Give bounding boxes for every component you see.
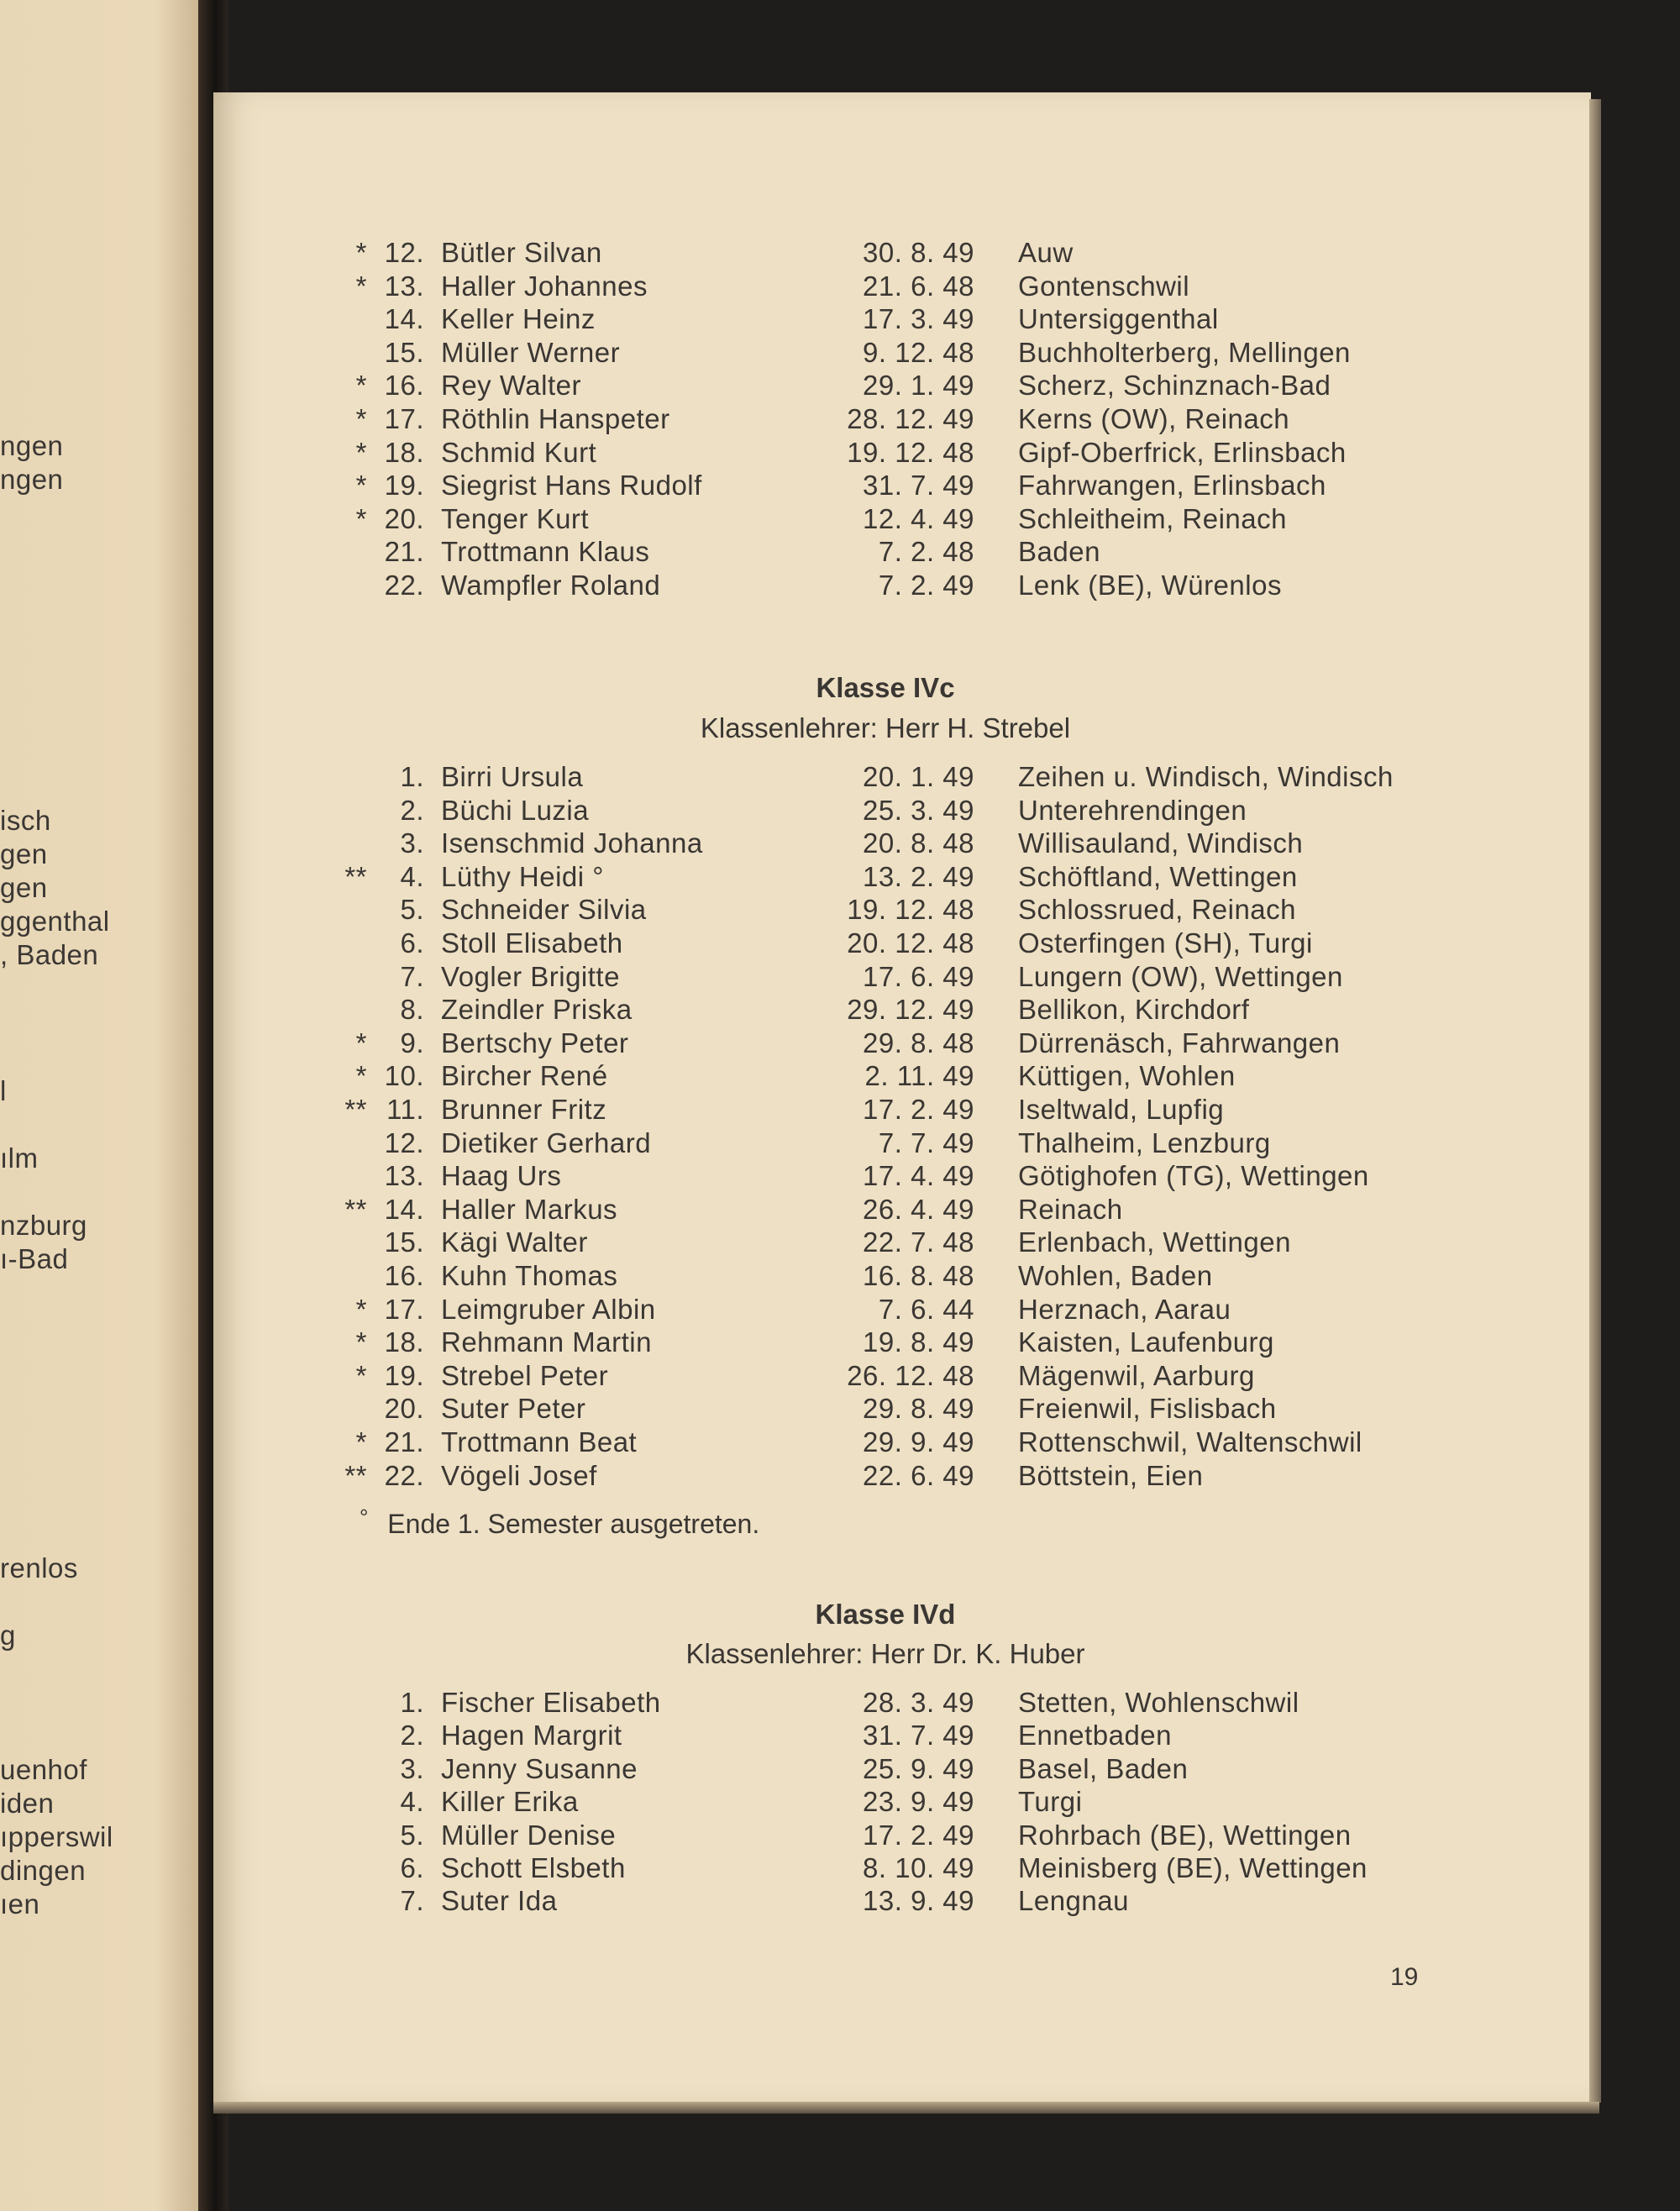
- student-name: Haller Markus: [441, 1193, 618, 1225]
- row-number: 21.: [384, 1426, 424, 1457]
- row-mark: *: [355, 270, 367, 302]
- row-number: 3.: [400, 827, 424, 859]
- student-name: Schneider Silvia: [441, 894, 647, 926]
- row-number: 22.: [384, 570, 424, 601]
- row-number: 15.: [384, 336, 424, 368]
- place-of-origin: Küttigen, Wohlen: [1018, 1060, 1236, 1092]
- left-page-fragment: isch: [0, 805, 51, 836]
- student-name: Schott Elsbeth: [441, 1852, 626, 1883]
- row-number: 7.: [400, 1885, 424, 1917]
- class-teacher-ivc: Klassenlehrer: Herr H. Strebel: [700, 712, 1071, 743]
- left-page-fragment: ı-Bad: [0, 1243, 69, 1274]
- row-number: 18.: [384, 1326, 424, 1358]
- row-mark: **: [344, 1094, 367, 1125]
- student-name: Jenny Susanne: [441, 1752, 638, 1784]
- row-number: 12.: [384, 1127, 424, 1158]
- student-name: Wampfler Roland: [441, 570, 661, 601]
- place-of-origin: Reinach: [1018, 1193, 1123, 1225]
- left-page-fragment: ggenthal: [0, 906, 110, 937]
- student-name: Vogler Brigitte: [441, 960, 620, 992]
- student-name: Hagen Margrit: [441, 1720, 622, 1751]
- row-number: 5.: [400, 1819, 424, 1851]
- row-number: 10.: [384, 1060, 424, 1092]
- row-number: 19.: [384, 1359, 424, 1391]
- class-heading-ivc: Klasse IVc: [816, 672, 955, 703]
- birth-date: 31. 7. 49: [863, 470, 974, 502]
- place-of-origin: Basel, Baden: [1018, 1752, 1189, 1784]
- birth-date: 7. 7. 49: [878, 1127, 974, 1158]
- place-of-origin: Gipf-Oberfrick, Erlinsbach: [1018, 436, 1347, 468]
- place-of-origin: Scherz, Schinznach-Bad: [1018, 370, 1331, 402]
- place-of-origin: Rottenschwil, Waltenschwil: [1018, 1426, 1362, 1457]
- place-of-origin: Lengnau: [1018, 1885, 1129, 1917]
- student-name: Isenschmid Johanna: [441, 827, 703, 859]
- row-mark: *: [355, 1027, 367, 1058]
- birth-date: 22. 7. 48: [863, 1226, 974, 1258]
- birth-date: 31. 7. 49: [863, 1720, 974, 1751]
- birth-date: 29. 1. 49: [863, 370, 974, 402]
- birth-date: 7. 2. 48: [878, 536, 974, 568]
- student-name: Bütler Silvan: [441, 237, 602, 268]
- place-of-origin: Lenk (BE), Würenlos: [1018, 570, 1282, 601]
- row-number: 3.: [400, 1752, 424, 1784]
- left-page-fragment: nzburg: [0, 1210, 87, 1241]
- birth-date: 17. 2. 49: [863, 1094, 974, 1125]
- birth-date: 13. 9. 49: [863, 1885, 974, 1917]
- birth-date: 25. 9. 49: [863, 1752, 974, 1784]
- birth-date: 29. 8. 48: [863, 1027, 974, 1058]
- student-name: Haag Urs: [441, 1160, 562, 1192]
- birth-date: 13. 2. 49: [863, 860, 974, 892]
- place-of-origin: Rohrbach (BE), Wettingen: [1018, 1819, 1352, 1851]
- row-mark: *: [355, 1060, 367, 1092]
- place-of-origin: Herznach, Aarau: [1018, 1293, 1231, 1325]
- student-name: Kägi Walter: [441, 1226, 588, 1258]
- student-name: Röthlin Hanspeter: [441, 403, 670, 434]
- left-page-fragment: dingen: [0, 1855, 87, 1886]
- row-number: 16.: [384, 1260, 424, 1291]
- place-of-origin: Stetten, Wohlenschwil: [1018, 1687, 1299, 1718]
- row-number: 17.: [384, 403, 424, 434]
- left-page-fragment: ıpperswil: [0, 1821, 113, 1852]
- student-name: Trottmann Klaus: [441, 536, 650, 568]
- student-name: Suter Peter: [441, 1393, 586, 1425]
- place-of-origin: Freienwil, Fislisbach: [1018, 1393, 1277, 1425]
- birth-date: 22. 6. 49: [863, 1459, 974, 1491]
- row-number: 9.: [400, 1027, 424, 1058]
- row-mark: *: [355, 502, 367, 534]
- row-mark: *: [355, 237, 367, 268]
- left-page-fragment: ılm: [0, 1142, 39, 1174]
- place-of-origin: Auw: [1018, 237, 1074, 268]
- place-of-origin: Götighofen (TG), Wettingen: [1018, 1160, 1369, 1192]
- student-name: Siegrist Hans Rudolf: [441, 470, 702, 502]
- student-name: Schmid Kurt: [441, 436, 597, 468]
- row-number: 2.: [400, 794, 424, 826]
- place-of-origin: Untersiggenthal: [1018, 303, 1219, 335]
- row-number: 1.: [400, 761, 424, 792]
- row-mark: *: [355, 1426, 367, 1457]
- birth-date: 20. 12. 48: [847, 927, 974, 958]
- row-mark: **: [344, 1459, 367, 1491]
- row-number: 8.: [400, 994, 424, 1026]
- row-number: 11.: [386, 1094, 424, 1125]
- place-of-origin: Zeihen u. Windisch, Windisch: [1018, 761, 1394, 792]
- student-name: Müller Werner: [441, 336, 621, 368]
- row-number: 2.: [400, 1720, 424, 1751]
- birth-date: 8. 10. 49: [863, 1852, 974, 1883]
- row-number: 16.: [384, 370, 424, 402]
- place-of-origin: Mägenwil, Aarburg: [1018, 1359, 1255, 1391]
- student-name: Müller Denise: [441, 1819, 617, 1851]
- student-name: Keller Heinz: [441, 303, 596, 335]
- row-number: 13.: [384, 1160, 424, 1192]
- student-name: Suter Ida: [441, 1885, 558, 1917]
- student-name: Bertschy Peter: [441, 1027, 629, 1058]
- birth-date: 17. 2. 49: [863, 1819, 974, 1851]
- student-name: Leimgruber Albin: [441, 1293, 656, 1325]
- row-number: 17.: [384, 1293, 424, 1325]
- student-name: Stoll Elisabeth: [441, 927, 623, 958]
- place-of-origin: Turgi: [1018, 1786, 1083, 1818]
- place-of-origin: Fahrwangen, Erlinsbach: [1018, 470, 1326, 502]
- row-number: 14.: [384, 1193, 424, 1225]
- student-name: Haller Johannes: [441, 270, 648, 302]
- birth-date: 17. 6. 49: [863, 960, 974, 992]
- birth-date: 29. 12. 49: [847, 994, 974, 1026]
- place-of-origin: Willisauland, Windisch: [1018, 827, 1304, 859]
- place-of-origin: Buchholterberg, Mellingen: [1018, 336, 1351, 368]
- student-name: Büchi Luzia: [441, 794, 590, 826]
- page-number: 19: [1390, 1963, 1419, 1991]
- place-of-origin: Unterehrendingen: [1018, 794, 1247, 826]
- row-number: 6.: [400, 1852, 424, 1883]
- row-number: 6.: [400, 927, 424, 958]
- birth-date: 7. 6. 44: [878, 1293, 974, 1325]
- place-of-origin: Schlossrued, Reinach: [1018, 894, 1297, 926]
- left-page-fragment: uenhof: [0, 1754, 87, 1785]
- row-number: 20.: [384, 502, 424, 534]
- place-of-origin: Lungern (OW), Wettingen: [1018, 960, 1343, 992]
- birth-date: 19. 12. 48: [847, 894, 974, 926]
- row-mark: *: [355, 1293, 367, 1325]
- place-of-origin: Osterfingen (SH), Turgi: [1018, 927, 1313, 958]
- birth-date: 23. 9. 49: [863, 1786, 974, 1818]
- row-number: 14.: [384, 303, 424, 335]
- row-number: 13.: [384, 270, 424, 302]
- student-name: Tenger Kurt: [441, 502, 590, 534]
- place-of-origin: Meinisberg (BE), Wettingen: [1018, 1852, 1368, 1883]
- row-mark: *: [355, 370, 367, 402]
- row-number: 19.: [384, 470, 424, 502]
- birth-date: 17. 3. 49: [863, 303, 974, 335]
- birth-date: 25. 3. 49: [863, 794, 974, 826]
- birth-date: 2. 11. 49: [864, 1060, 974, 1092]
- birth-date: 28. 12. 49: [847, 403, 974, 434]
- row-mark: *: [355, 1326, 367, 1358]
- student-name: Trottmann Beat: [441, 1426, 638, 1457]
- place-of-origin: Baden: [1018, 536, 1100, 568]
- student-name: Fischer Elisabeth: [441, 1687, 661, 1718]
- left-page-fragment: gen: [0, 872, 48, 903]
- row-number: 1.: [400, 1687, 424, 1718]
- page-stack-edge: [213, 2102, 1599, 2114]
- student-name: Kuhn Thomas: [441, 1260, 618, 1291]
- place-of-origin: Bellikon, Kirchdorf: [1018, 994, 1250, 1026]
- place-of-origin: Thalheim, Lenzburg: [1018, 1127, 1271, 1158]
- left-page-fragment: renlos: [0, 1552, 78, 1583]
- birth-date: 16. 8. 48: [863, 1260, 974, 1291]
- row-mark: **: [344, 1193, 367, 1225]
- student-name: Lüthy Heidi °: [441, 860, 604, 892]
- birth-date: 26. 12. 48: [847, 1359, 974, 1391]
- student-name: Rey Walter: [441, 370, 581, 402]
- birth-date: 19. 8. 49: [863, 1326, 974, 1358]
- place-of-origin: Schleitheim, Reinach: [1018, 502, 1287, 534]
- birth-date: 7. 2. 49: [878, 570, 974, 601]
- class-heading-ivd: Klasse IVd: [815, 1599, 956, 1630]
- student-name: Strebel Peter: [441, 1359, 609, 1391]
- birth-date: 20. 8. 48: [863, 827, 974, 859]
- left-page-fragment: gen: [0, 838, 48, 869]
- row-mark: *: [355, 403, 367, 434]
- row-number: 20.: [384, 1393, 424, 1425]
- birth-date: 9. 12. 48: [863, 336, 974, 368]
- birth-date: 19. 12. 48: [847, 436, 974, 468]
- place-of-origin: Ennetbaden: [1018, 1720, 1173, 1751]
- left-page-fragment: l: [0, 1075, 7, 1106]
- left-page-fragment: ıen: [0, 1888, 40, 1920]
- place-of-origin: Iseltwald, Lupfig: [1018, 1094, 1225, 1125]
- birth-date: 12. 4. 49: [863, 502, 974, 534]
- footnote-text: Ende 1. Semester ausgetreten.: [387, 1509, 760, 1539]
- page-edge: [1589, 99, 1601, 2103]
- row-mark: *: [355, 436, 367, 468]
- row-number: 5.: [400, 894, 424, 926]
- row-mark: *: [355, 1359, 367, 1391]
- birth-date: 17. 4. 49: [863, 1160, 974, 1192]
- class-teacher-ivd: Klassenlehrer: Herr Dr. K. Huber: [685, 1638, 1085, 1669]
- row-mark: **: [344, 860, 367, 892]
- birth-date: 26. 4. 49: [863, 1193, 974, 1225]
- left-page-fragment: ngen: [0, 430, 64, 461]
- birth-date: 28. 3. 49: [863, 1687, 974, 1718]
- student-name: Killer Erika: [441, 1786, 579, 1818]
- student-name: Dietiker Gerhard: [441, 1127, 652, 1158]
- place-of-origin: Dürrenäsch, Fahrwangen: [1018, 1027, 1341, 1058]
- row-number: 21.: [384, 536, 424, 568]
- row-number: 22.: [384, 1459, 424, 1491]
- birth-date: 21. 6. 48: [863, 270, 974, 302]
- student-name: Birri Ursula: [441, 761, 584, 792]
- left-page-fragment: g: [0, 1620, 16, 1651]
- row-mark: *: [355, 470, 367, 502]
- student-name: Zeindler Priska: [441, 994, 633, 1026]
- place-of-origin: Wohlen, Baden: [1018, 1260, 1213, 1291]
- birth-date: 30. 8. 49: [863, 237, 974, 268]
- student-name: Bircher René: [441, 1060, 608, 1092]
- left-page: [0, 0, 220, 2211]
- left-page-fragment: , Baden: [0, 939, 99, 970]
- row-number: 4.: [400, 860, 424, 892]
- row-number: 12.: [384, 237, 424, 268]
- row-number: 18.: [384, 436, 424, 468]
- place-of-origin: Kaisten, Laufenburg: [1018, 1326, 1274, 1358]
- student-name: Vögeli Josef: [441, 1459, 597, 1491]
- birth-date: 29. 9. 49: [863, 1426, 974, 1457]
- place-of-origin: Kerns (OW), Reinach: [1018, 403, 1290, 434]
- footnote: [360, 1505, 760, 1540]
- place-of-origin: Erlenbach, Wettingen: [1018, 1226, 1291, 1258]
- place-of-origin: Schöftland, Wettingen: [1018, 860, 1298, 892]
- row-number: 4.: [400, 1786, 424, 1818]
- student-name: Brunner Fritz: [441, 1094, 607, 1125]
- row-number: 15.: [384, 1226, 424, 1258]
- student-name: Rehmann Martin: [441, 1326, 652, 1358]
- left-page-fragment: ngen: [0, 464, 64, 495]
- place-of-origin: Gontenschwil: [1018, 270, 1190, 302]
- left-page-fragment: iden: [0, 1788, 55, 1819]
- birth-date: 20. 1. 49: [863, 761, 974, 792]
- footnote-symbol: °: [360, 1505, 369, 1530]
- place-of-origin: Böttstein, Eien: [1018, 1459, 1204, 1491]
- row-number: 7.: [400, 960, 424, 992]
- birth-date: 29. 8. 49: [863, 1393, 974, 1425]
